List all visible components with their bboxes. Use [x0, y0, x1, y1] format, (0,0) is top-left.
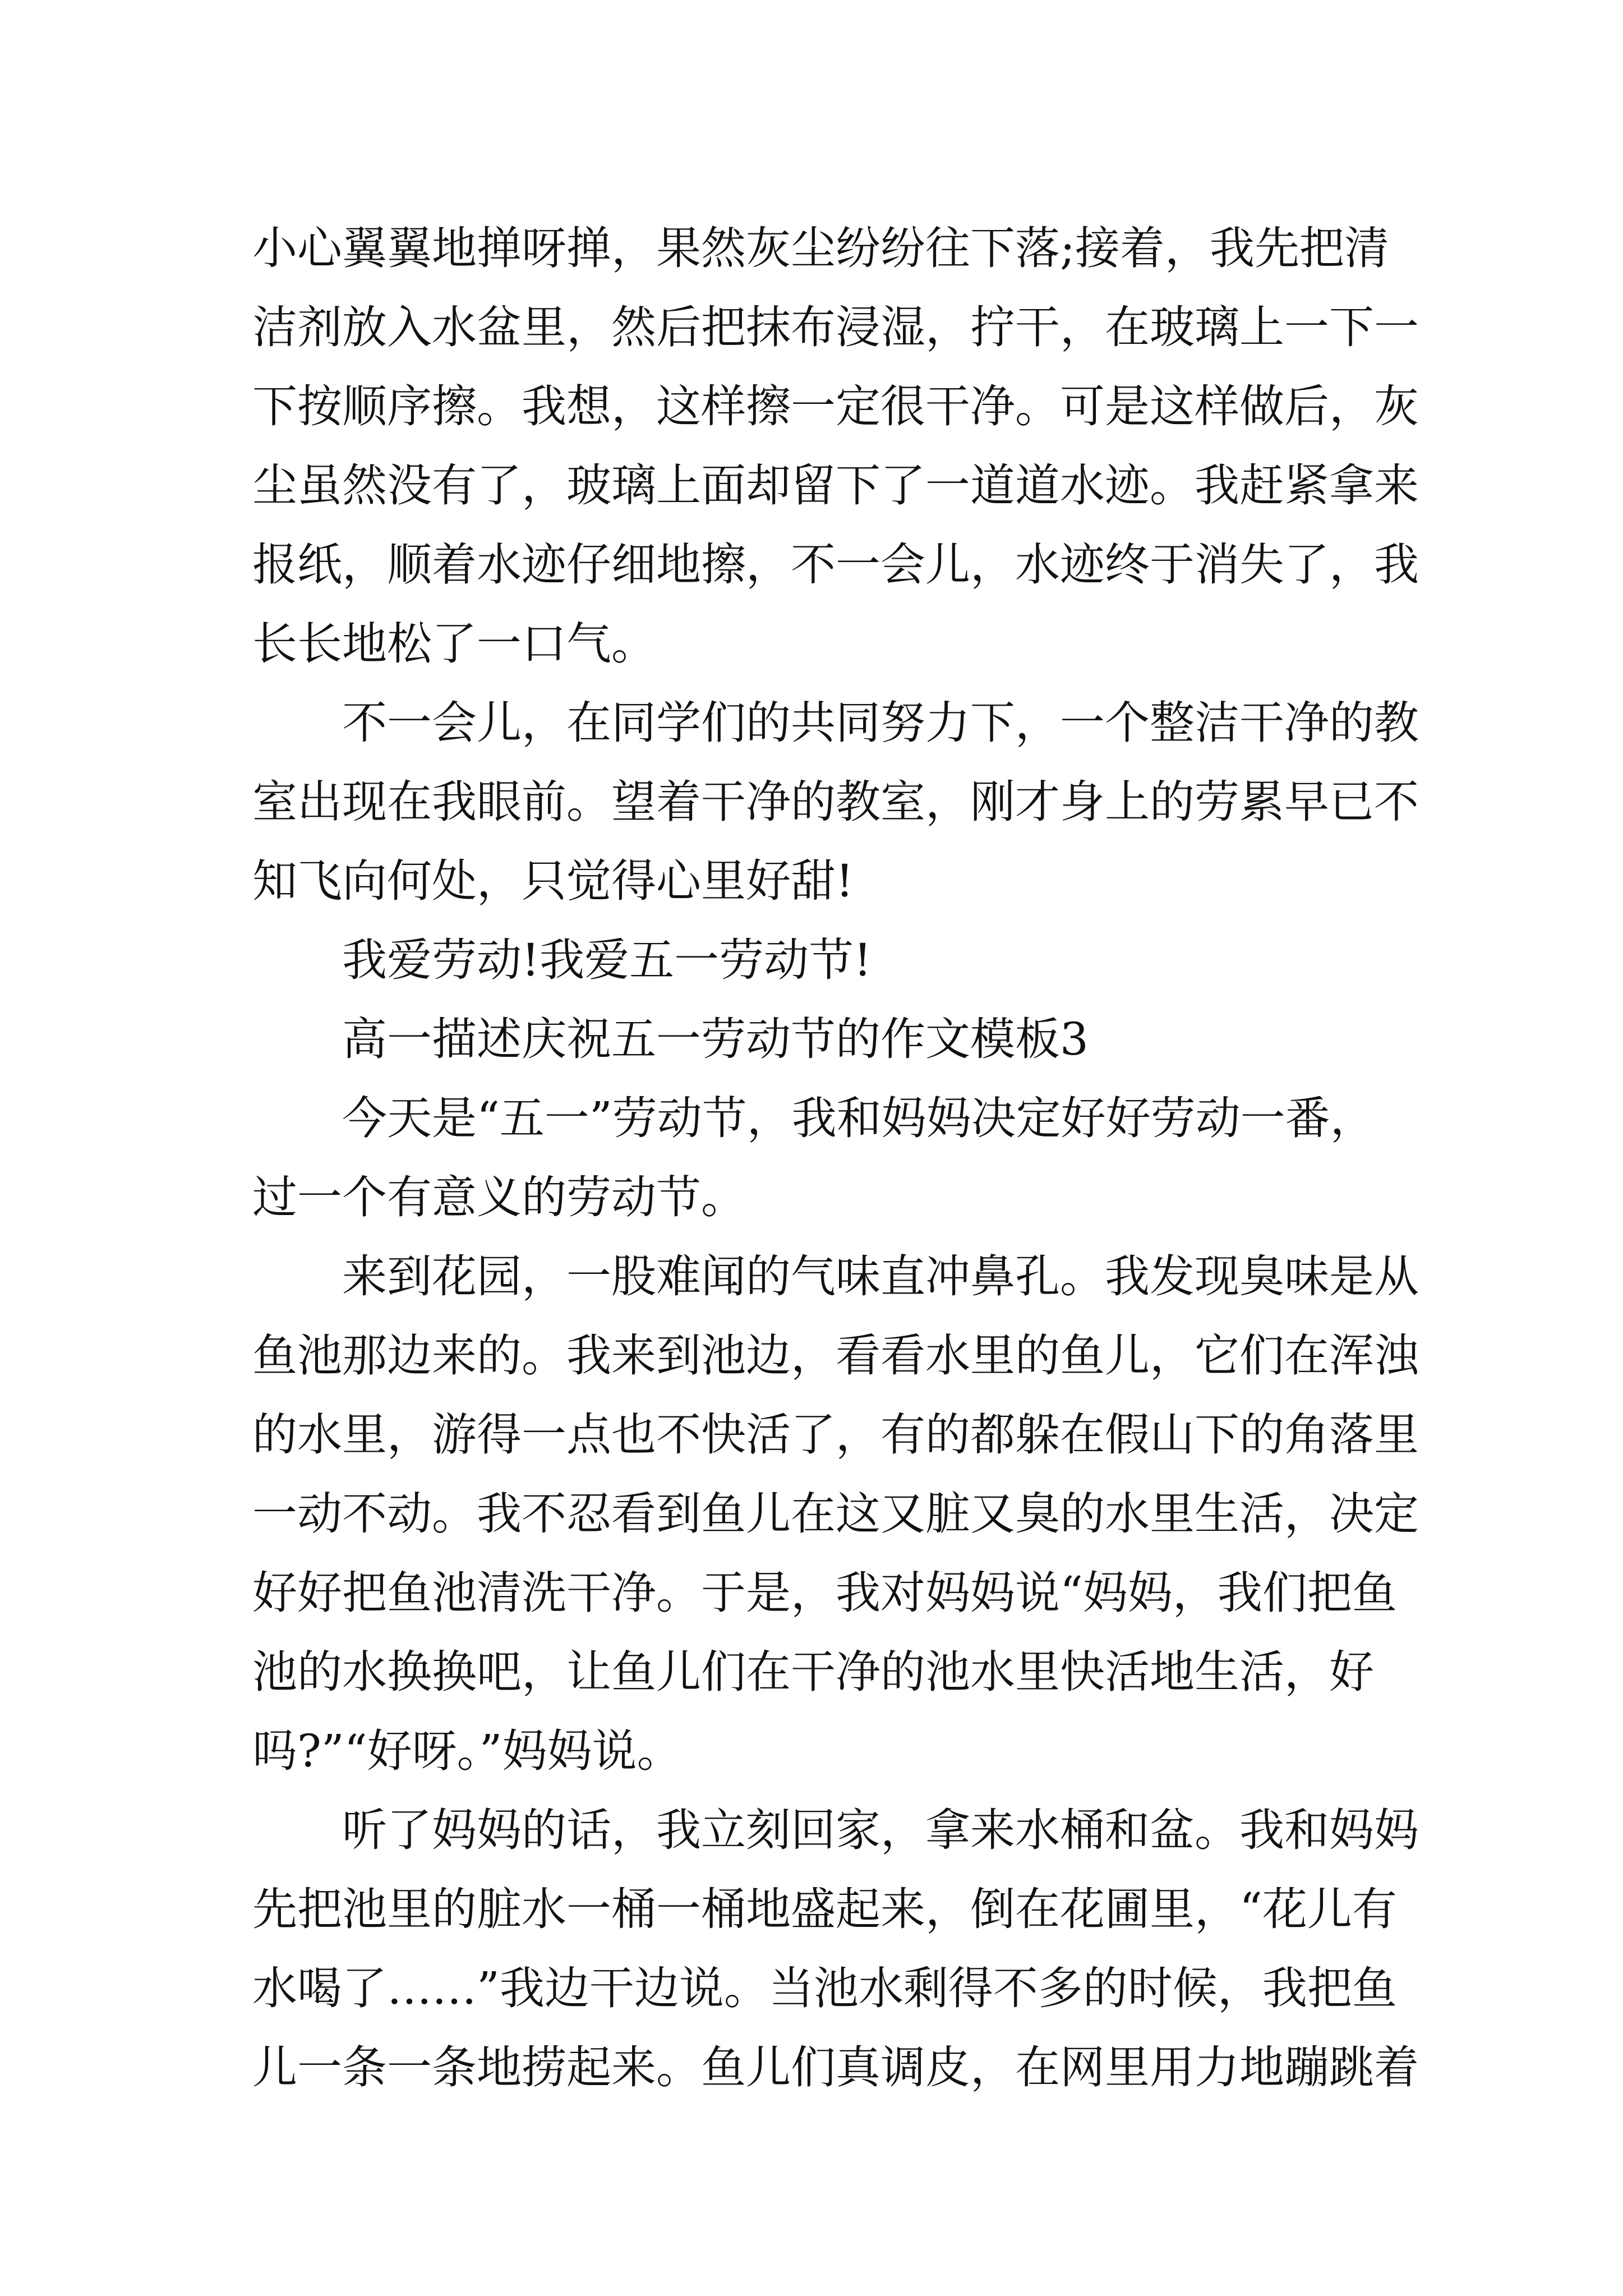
text-line: 池的水换换吧，让鱼儿们在干净的池水里快活地生活，好 [252, 1646, 1374, 1698]
text-line: 下按顺序擦。我想，这样擦一定很干净。可是这样做后，灰 [252, 380, 1419, 432]
text-line: 的水里，游得一点也不快活了，有的都躲在假山下的角落里 [252, 1409, 1419, 1461]
text-line: 水喝了……”我边干边说。当池水剩得不多的时候，我把鱼 [252, 1962, 1397, 2014]
text-line: 知飞向何处，只觉得心里好甜! [252, 855, 854, 907]
text-line: 吗?”“好呀。”妈妈说。 [252, 1725, 682, 1777]
text-line: 一动不动。我不忍看到鱼儿在这又脏又臭的水里生活，决定 [252, 1488, 1419, 1540]
text-line: 洁剂放入水盆里，然后把抹布浸湿，拧干，在玻璃上一下一 [252, 301, 1419, 353]
text-line: 来到花园，一股难闻的气味直冲鼻孔。我发现臭味是从 [342, 1250, 1419, 1303]
text-line: 鱼池那边来的。我来到池边，看看水里的鱼儿，它们在浑浊 [252, 1329, 1419, 1382]
essay-text [252, 209, 1441, 2107]
text-line: 过一个有意义的劳动节。 [252, 1171, 746, 1223]
text-line: 尘虽然没有了，玻璃上面却留下了一道道水迹。我赶紧拿来 [252, 459, 1419, 512]
text-line: 报纸，顺着水迹仔细地擦，不一会儿，水迹终于消失了，我 [252, 539, 1419, 591]
text-line: 儿一条一条地捞起来。鱼儿们真调皮，在网里用力地蹦跳着 [252, 2041, 1419, 2093]
text-line: 小心翼翼地掸呀掸，果然灰尘纷纷往下落;接着，我先把清 [252, 222, 1389, 274]
text-line: 长长地松了一口气。 [252, 618, 656, 670]
text-line: 听了妈妈的话，我立刻回家，拿来水桶和盆。我和妈妈 [342, 1804, 1419, 1856]
text-line: 先把池里的脏水一桶一桶地盛起来，倒在花圃里，“花儿有 [252, 1883, 1397, 1935]
text-line: 今天是“五一”劳动节，我和妈妈决定好好劳动一番， [342, 1092, 1375, 1144]
text-line: 我爱劳动!我爱五一劳动节! [342, 934, 872, 986]
text-line: 不一会儿，在同学们的共同努力下，一个整洁干净的教 [342, 697, 1419, 749]
text-line: 好好把鱼池清洗干净。于是，我对妈妈说“妈妈，我们把鱼 [252, 1567, 1397, 1619]
text-line: 室出现在我眼前。望着干净的教室，刚才身上的劳累早已不 [252, 776, 1419, 828]
section-heading: 高一描述庆祝五一劳动节的作文模板3 [342, 1013, 1089, 1065]
